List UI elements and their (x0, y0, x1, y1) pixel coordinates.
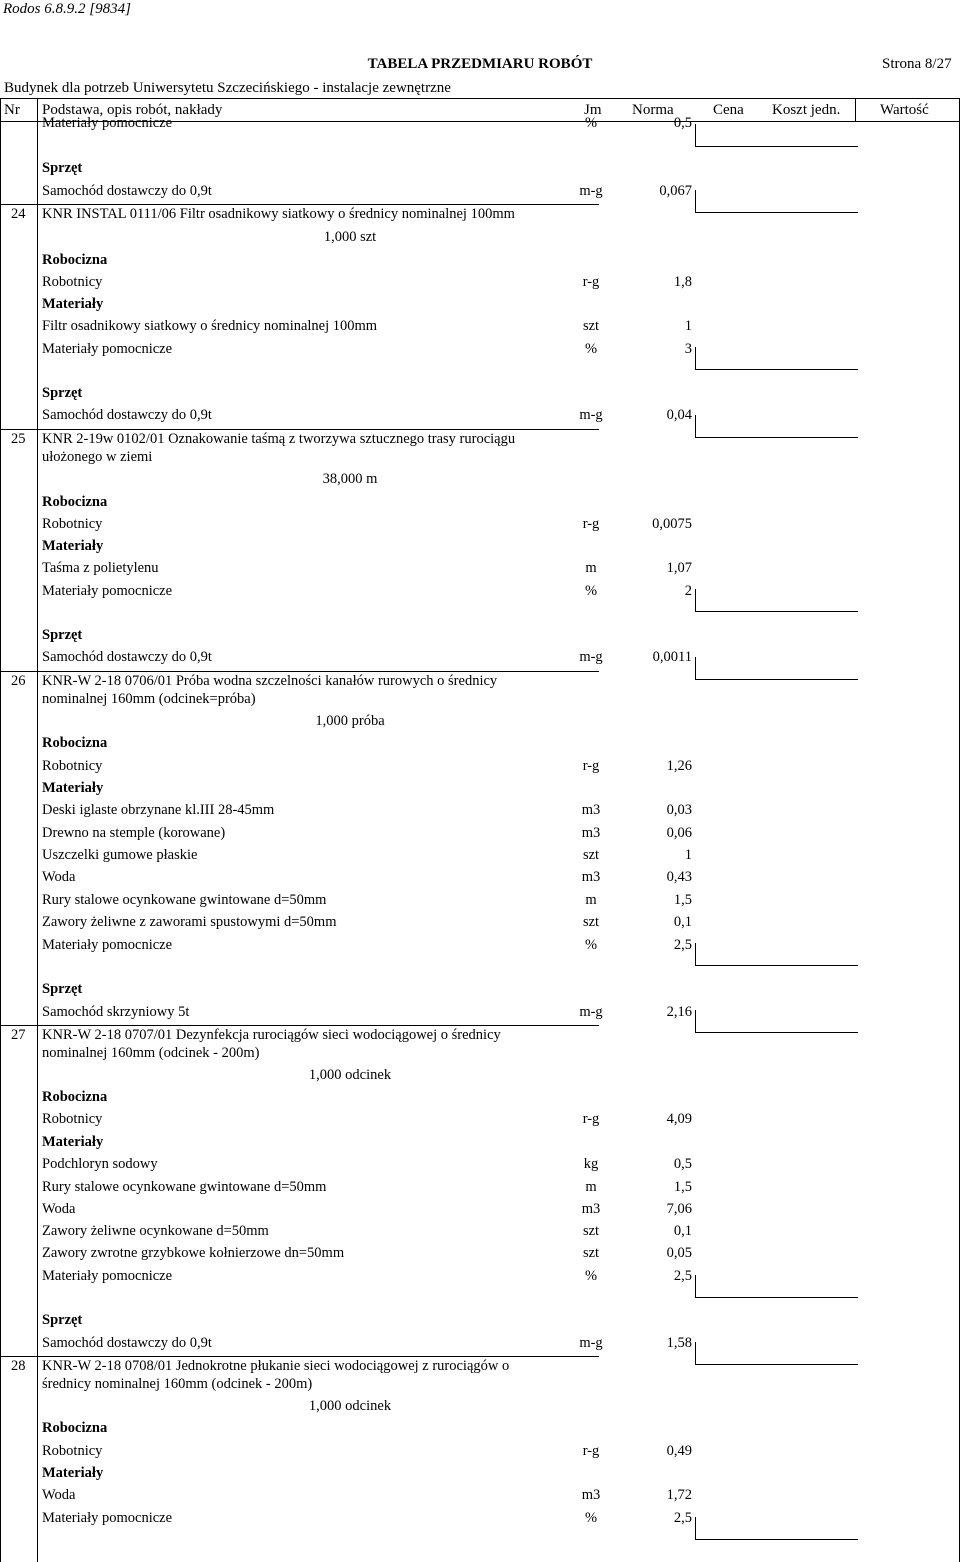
resource-unit: % (584, 583, 598, 599)
position-quantity: 1,000 odcinek (308, 1398, 392, 1414)
norm-underline (695, 679, 858, 680)
resource-unit: m (585, 892, 597, 908)
norm-underline (695, 212, 858, 213)
resource-unit: % (584, 341, 598, 357)
norm-underline (695, 146, 858, 147)
resource-unit: m3 (581, 1201, 601, 1217)
position-description: KNR INSTAL 0111/06 Filtr osadnikowy siatkowy o średnicy nominalnej 100mm (42, 206, 515, 222)
resource-name: Deski iglaste obrzynane kl.III 28-45mm (42, 802, 275, 818)
norm-underline (695, 611, 858, 612)
section-heading: Sprzęt (42, 385, 83, 401)
resource-name: Taśma z polietylenu (42, 560, 159, 576)
position-number: 24 (11, 206, 26, 222)
resource-norm: 0,5 (673, 115, 692, 131)
resource-unit: r-g (582, 516, 600, 532)
norm-divider (695, 1010, 696, 1032)
resource-name: Uszczelki gumowe płaskie (42, 847, 198, 863)
resource-norm: 1,07 (666, 560, 692, 576)
resource-unit: kg (583, 1156, 599, 1172)
resource-norm: 0,03 (666, 802, 692, 818)
norm-divider (695, 415, 696, 437)
resource-norm: 0,5 (673, 1156, 692, 1172)
resource-name: Rury stalowe ocynkowane gwintowane d=50mm (42, 1179, 327, 1195)
resource-name: Samochód dostawczy do 0,9t (42, 649, 212, 665)
project-subtitle: Budynek dla potrzeb Uniwersytetu Szczecińskiego - instalacje zewnętrzne (4, 80, 451, 96)
resource-name: Zawory zwrotne grzybkowe kołnierzowe dn=50mm (42, 1245, 345, 1261)
position-description-cont: średnicy nominalnej 160mm (odcinek - 200m) (42, 1376, 313, 1392)
resource-norm: 0,49 (666, 1443, 692, 1459)
app-title: Rodos 6.8.9.2 [9834] (3, 1, 131, 17)
resource-unit: % (584, 115, 598, 131)
resource-unit: szt (582, 318, 600, 334)
resource-name: Materiały pomocnicze (42, 583, 173, 599)
resource-name: Materiały pomocnicze (42, 937, 173, 953)
norm-divider (695, 1517, 696, 1539)
section-heading: Materiały (42, 538, 104, 554)
norm-divider (695, 1342, 696, 1364)
resource-unit: m-g (579, 1335, 603, 1351)
resource-unit: szt (582, 914, 600, 930)
section-heading: Materiały (42, 1465, 104, 1481)
position-description-cont: ułożonego w ziemi (42, 449, 153, 465)
resource-norm: 1,8 (673, 274, 692, 290)
resource-name: Materiały pomocnicze (42, 115, 173, 131)
norm-divider (695, 124, 696, 146)
resource-norm: 4,09 (666, 1111, 692, 1127)
page-number: Strona 8/27 (882, 56, 952, 72)
resource-unit: m-g (579, 407, 603, 423)
resource-unit: r-g (582, 274, 600, 290)
resource-name: Robotnicy (42, 516, 103, 532)
grid-line (37, 98, 38, 1562)
norm-divider (695, 190, 696, 212)
section-heading: Sprzęt (42, 981, 83, 997)
col-koszt: Koszt jedn. (772, 102, 841, 118)
section-heading: Robocizna (42, 1420, 108, 1436)
resource-name: Samochód dostawczy do 0,9t (42, 183, 212, 199)
col-wartosc: Wartość (880, 102, 929, 118)
document-title: TABELA PRZEDMIARU ROBÓT (367, 56, 593, 72)
position-number: 27 (11, 1027, 26, 1043)
norm-divider (695, 589, 696, 611)
norm-underline (695, 437, 858, 438)
resource-unit: r-g (582, 758, 600, 774)
col-norma: Norma (632, 102, 674, 118)
resource-name: Materiały pomocnicze (42, 1510, 173, 1526)
resource-norm: 1 (684, 318, 692, 334)
resource-name: Samochód dostawczy do 0,9t (42, 407, 212, 423)
resource-norm: 1,26 (666, 758, 692, 774)
resource-unit: % (584, 1268, 598, 1284)
resource-unit: m-g (579, 649, 603, 665)
norm-divider (695, 943, 696, 965)
col-description: Podstawa, opis robót, nakłady (42, 102, 223, 118)
resource-unit: m (585, 560, 597, 576)
resource-norm: 1 (684, 847, 692, 863)
resource-norm: 2 (684, 583, 692, 599)
norm-underline (695, 1539, 858, 1540)
resource-unit: m3 (581, 802, 601, 818)
resource-norm: 0,0075 (652, 516, 692, 532)
norm-underline (695, 1364, 858, 1365)
section-heading: Materiały (42, 780, 104, 796)
section-heading: Robocizna (42, 735, 108, 751)
resource-norm: 0,43 (666, 869, 692, 885)
resource-norm: 2,5 (673, 937, 692, 953)
norm-underline (695, 369, 858, 370)
position-description: KNR-W 2-18 0706/01 Próba wodna szczelności kanałów rurowych o średnicy (42, 673, 498, 689)
resource-name: Materiały pomocnicze (42, 341, 173, 357)
resource-norm: 0,05 (666, 1245, 692, 1261)
norm-underline (695, 1297, 858, 1298)
grid-line (0, 98, 1, 1562)
resource-norm: 0,04 (666, 407, 692, 423)
position-description-cont: nominalnej 160mm (odcinek - 200m) (42, 1045, 260, 1061)
resource-name: Robotnicy (42, 1443, 103, 1459)
resource-norm: 0,1 (673, 1223, 692, 1239)
section-heading: Sprzęt (42, 1312, 83, 1328)
position-description: KNR-W 2-18 0707/01 Dezynfekcja rurociągów sieci wodociągowej o średnicy (42, 1027, 501, 1043)
norm-divider (695, 657, 696, 679)
position-number: 26 (11, 673, 26, 689)
resource-unit: m-g (579, 183, 603, 199)
resource-name: Woda (42, 1201, 76, 1217)
col-cena: Cena (713, 102, 744, 118)
resource-unit: m3 (581, 1487, 601, 1503)
resource-unit: m-g (579, 1004, 603, 1020)
resource-norm: 0,1 (673, 914, 692, 930)
position-number: 28 (11, 1358, 26, 1374)
resource-unit: m3 (581, 869, 601, 885)
section-heading: Materiały (42, 296, 104, 312)
resource-norm: 2,5 (673, 1268, 692, 1284)
resource-unit: r-g (582, 1111, 600, 1127)
resource-name: Rury stalowe ocynkowane gwintowane d=50mm (42, 892, 327, 908)
header-top-line (0, 98, 960, 99)
resource-norm: 3 (684, 341, 692, 357)
section-heading: Sprzęt (42, 160, 83, 176)
norm-divider (695, 347, 696, 369)
resource-unit: szt (582, 1245, 600, 1261)
resource-unit: r-g (582, 1443, 600, 1459)
resource-norm: 2,16 (666, 1004, 692, 1020)
section-heading: Robocizna (42, 1089, 108, 1105)
norm-underline (695, 965, 858, 966)
position-description: KNR 2-19w 0102/01 Oznakowanie taśmą z tworzywa sztucznego trasy rurociągu (42, 431, 516, 447)
position-quantity: 1,000 odcinek (308, 1067, 392, 1083)
resource-unit: szt (582, 1223, 600, 1239)
resource-name: Samochód dostawczy do 0,9t (42, 1335, 212, 1351)
resource-name: Filtr osadnikowy siatkowy o średnicy nominalnej 100mm (42, 318, 378, 334)
col-nr: Nr (4, 102, 20, 118)
position-quantity: 1,000 szt (323, 229, 377, 245)
section-heading: Robocizna (42, 252, 108, 268)
resource-norm: 2,5 (673, 1510, 692, 1526)
resource-unit: % (584, 937, 598, 953)
section-heading: Sprzęt (42, 627, 83, 643)
resource-name: Materiały pomocnicze (42, 1268, 173, 1284)
col-jm: Jm (584, 102, 602, 118)
resource-name: Samochód skrzyniowy 5t (42, 1004, 190, 1020)
resource-name: Woda (42, 869, 76, 885)
resource-norm: 0,0011 (652, 649, 692, 665)
section-heading: Materiały (42, 1134, 104, 1150)
resource-name: Robotnicy (42, 758, 103, 774)
resource-norm: 1,5 (673, 892, 692, 908)
resource-norm: 1,58 (666, 1335, 692, 1351)
position-quantity: 38,000 m (322, 471, 378, 487)
norm-underline (695, 1032, 858, 1033)
position-description-cont: nominalnej 160mm (odcinek=próba) (42, 691, 256, 707)
resource-norm: 0,06 (666, 825, 692, 841)
resource-unit: % (584, 1510, 598, 1526)
resource-name: Zawory żeliwne ocynkowane d=50mm (42, 1223, 269, 1239)
resource-norm: 1,72 (666, 1487, 692, 1503)
resource-unit: m (585, 1179, 597, 1195)
resource-name: Podchloryn sodowy (42, 1156, 158, 1172)
resource-norm: 1,5 (673, 1179, 692, 1195)
resource-name: Zawory żeliwne z zaworami spustowymi d=50mm (42, 914, 337, 930)
resource-unit: szt (582, 847, 600, 863)
grid-line (855, 98, 856, 121)
resource-norm: 7,06 (666, 1201, 692, 1217)
position-quantity: 1,000 próba (315, 713, 385, 729)
resource-name: Robotnicy (42, 274, 103, 290)
resource-unit: m3 (581, 825, 601, 841)
position-number: 25 (11, 431, 26, 447)
position-description: KNR-W 2-18 0708/01 Jednokrotne płukanie sieci wodociągowej z rurociągów o (42, 1358, 510, 1374)
resource-norm: 0,067 (659, 183, 692, 199)
norm-divider (695, 1275, 696, 1297)
resource-name: Drewno na stemple (korowane) (42, 825, 226, 841)
section-heading: Robocizna (42, 494, 108, 510)
resource-name: Robotnicy (42, 1111, 103, 1127)
resource-name: Woda (42, 1487, 76, 1503)
